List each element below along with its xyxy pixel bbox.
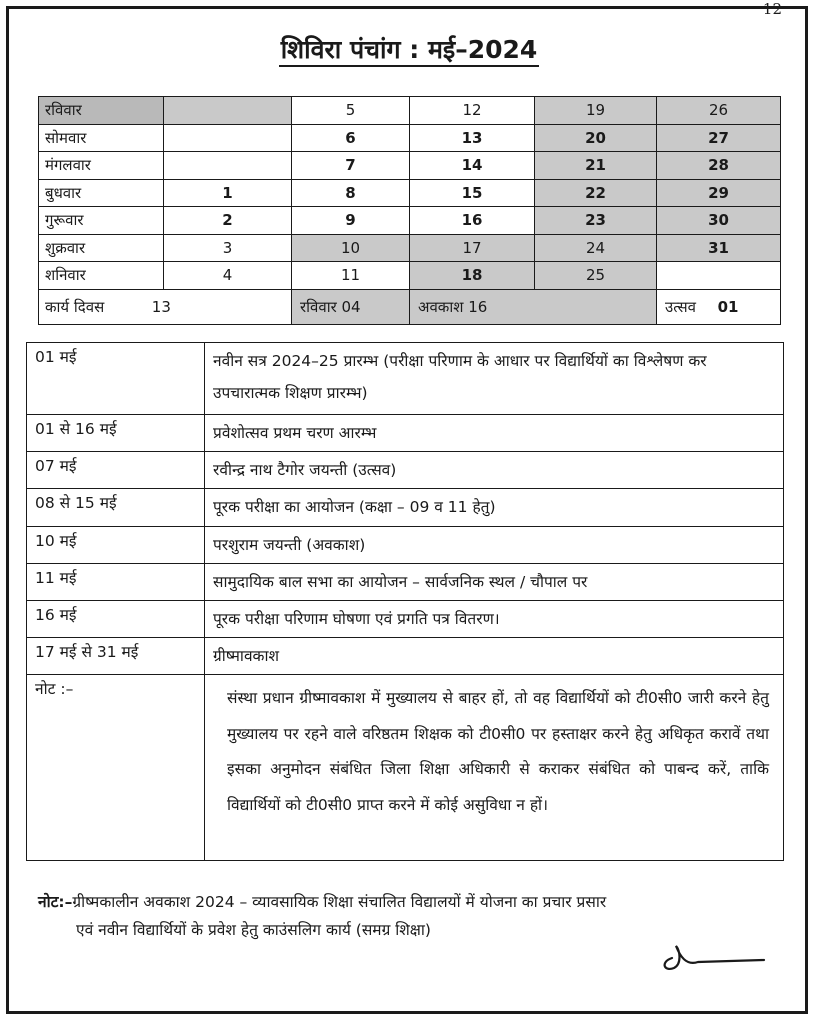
date-cell: 15	[410, 179, 535, 207]
day-name: रविवार	[39, 97, 164, 125]
date-cell	[164, 97, 292, 125]
holidays-label: अवकाश	[418, 297, 464, 316]
calendar-row-saturday	[39, 262, 781, 290]
event-date: 07 मई	[27, 452, 205, 489]
event-row	[27, 343, 784, 415]
date-cell: 23	[535, 207, 657, 235]
date-cell: 8	[292, 179, 410, 207]
date-cell: 9	[292, 207, 410, 235]
footer-note-line2: एवं नवीन विद्यार्थियों के प्रवेश हेतु काउंसलिग कार्य (समग्र शिक्षा)	[76, 921, 431, 939]
event-date: 11 मई	[27, 564, 205, 601]
date-cell: 17	[410, 234, 535, 262]
date-cell: 28	[657, 152, 781, 180]
event-date: 08 से 15 मई	[27, 489, 205, 527]
footer-note-line1: ग्रीष्मकालीन अवकाश 2024 – व्यावसायिक शिक्षा संचालित विद्यालयों में योजना का प्रचार प्रसार	[72, 893, 607, 911]
date-cell: 13	[410, 124, 535, 152]
date-cell: 30	[657, 207, 781, 235]
day-name: शनिवार	[39, 262, 164, 290]
event-text: प्रवेशोत्सव प्रथम चरण आरम्भ	[205, 415, 784, 452]
event-row	[27, 601, 784, 638]
note-label: नोट :–	[27, 675, 205, 861]
date-cell: 12	[410, 97, 535, 125]
event-text: रवीन्द्र नाथ टैगोर जयन्ती (उत्सव)	[205, 452, 784, 489]
date-cell: 5	[292, 97, 410, 125]
date-cell: 4	[164, 262, 292, 290]
date-cell: 29	[657, 179, 781, 207]
day-name: सोमवार	[39, 124, 164, 152]
event-text: सामुदायिक बाल सभा का आयोजन – सार्वजनिक स्थल / चौपाल पर	[205, 564, 784, 601]
date-cell: 31	[657, 234, 781, 262]
event-text: पूरक परीक्षा परिणाम घोषणा एवं प्रगति पत्र वितरण।	[205, 601, 784, 638]
date-cell: 27	[657, 124, 781, 152]
date-cell: 21	[535, 152, 657, 180]
date-cell	[164, 124, 292, 152]
date-cell	[164, 152, 292, 180]
note-row	[27, 675, 784, 861]
day-name: गुरूवार	[39, 207, 164, 235]
work-days-label: कार्य दिवस	[45, 297, 105, 316]
event-date: 17 मई से 31 मई	[27, 638, 205, 675]
event-row	[27, 564, 784, 601]
date-cell: 2	[164, 207, 292, 235]
date-cell: 26	[657, 97, 781, 125]
calendar-row-wednesday	[39, 179, 781, 207]
date-cell: 1	[164, 179, 292, 207]
date-cell: 7	[292, 152, 410, 180]
day-name: मंगलवार	[39, 152, 164, 180]
festival-label: उत्सव	[665, 297, 696, 316]
date-cell: 10	[292, 234, 410, 262]
calendar-row-monday	[39, 124, 781, 152]
event-row	[27, 527, 784, 564]
event-row	[27, 452, 784, 489]
event-date: 01 से 16 मई	[27, 415, 205, 452]
calendar-table	[38, 96, 781, 325]
event-text: परशुराम जयन्ती (अवकाश)	[205, 527, 784, 564]
page-number: 12	[762, 0, 782, 18]
calendar-row-sunday	[39, 97, 781, 125]
date-cell	[657, 262, 781, 290]
sundays-summary	[292, 289, 410, 324]
event-date: 16 मई	[27, 601, 205, 638]
date-cell: 6	[292, 124, 410, 152]
festival-summary	[657, 289, 781, 324]
festival-value: 01	[717, 297, 739, 316]
event-date: 01 मई	[27, 343, 205, 415]
calendar-summary-row	[39, 289, 781, 324]
event-date: 10 मई	[27, 527, 205, 564]
footer-note-label: नोट:–	[38, 893, 73, 911]
work-days-summary	[39, 289, 292, 324]
calendar-row-thursday	[39, 207, 781, 235]
page-title: शिविरा पंचांग : मई–2024	[0, 32, 818, 66]
sundays-label: रविवार	[300, 297, 337, 316]
event-text: नवीन सत्र 2024–25 प्रारम्भ (परीक्षा परिणाम के आधार पर विद्यार्थियों का विश्लेषण कर उपचारात्मक शिक्षण प्रारम्भ)	[205, 343, 784, 415]
holidays-value: 16	[468, 297, 488, 316]
note-text: संस्था प्रधान ग्रीष्मावकाश में मुख्यालय से बाहर हों, तो वह विद्यार्थियों को टी0सी0 जारी करने हेतु मुख्यालय पर रहने वाले वरिष्ठतम शिक्षक को टी0सी0 पर हस्ताक्षर करने हेतु अधिकृत करावें तथा इसका अनुमोदन संबंधित जिला शिक्षा अधिकारी से कराकर संबंधित को पाबन्द करें, ताकि विद्यार्थियों को टी0सी0 प्राप्त करने में कोई असुविधा न हों।	[205, 675, 784, 861]
date-cell: 11	[292, 262, 410, 290]
event-row	[27, 489, 784, 527]
event-row	[27, 638, 784, 675]
date-cell: 18	[410, 262, 535, 290]
day-name: शुक्रवार	[39, 234, 164, 262]
date-cell: 3	[164, 234, 292, 262]
date-cell: 24	[535, 234, 657, 262]
day-name: बुधवार	[39, 179, 164, 207]
date-cell: 14	[410, 152, 535, 180]
date-cell: 19	[535, 97, 657, 125]
calendar-row-tuesday	[39, 152, 781, 180]
date-cell: 22	[535, 179, 657, 207]
event-text: ग्रीष्मावकाश	[205, 638, 784, 675]
holidays-summary	[410, 289, 657, 324]
date-cell: 16	[410, 207, 535, 235]
work-days-value: 13	[151, 297, 171, 316]
calendar-row-friday	[39, 234, 781, 262]
events-table	[26, 342, 784, 861]
sundays-value: 04	[341, 297, 361, 316]
event-row	[27, 415, 784, 452]
date-cell: 20	[535, 124, 657, 152]
event-text: पूरक परीक्षा का आयोजन (कक्षा – 09 व 11 हेतु)	[205, 489, 784, 527]
signature-mark	[658, 936, 768, 976]
date-cell: 25	[535, 262, 657, 290]
